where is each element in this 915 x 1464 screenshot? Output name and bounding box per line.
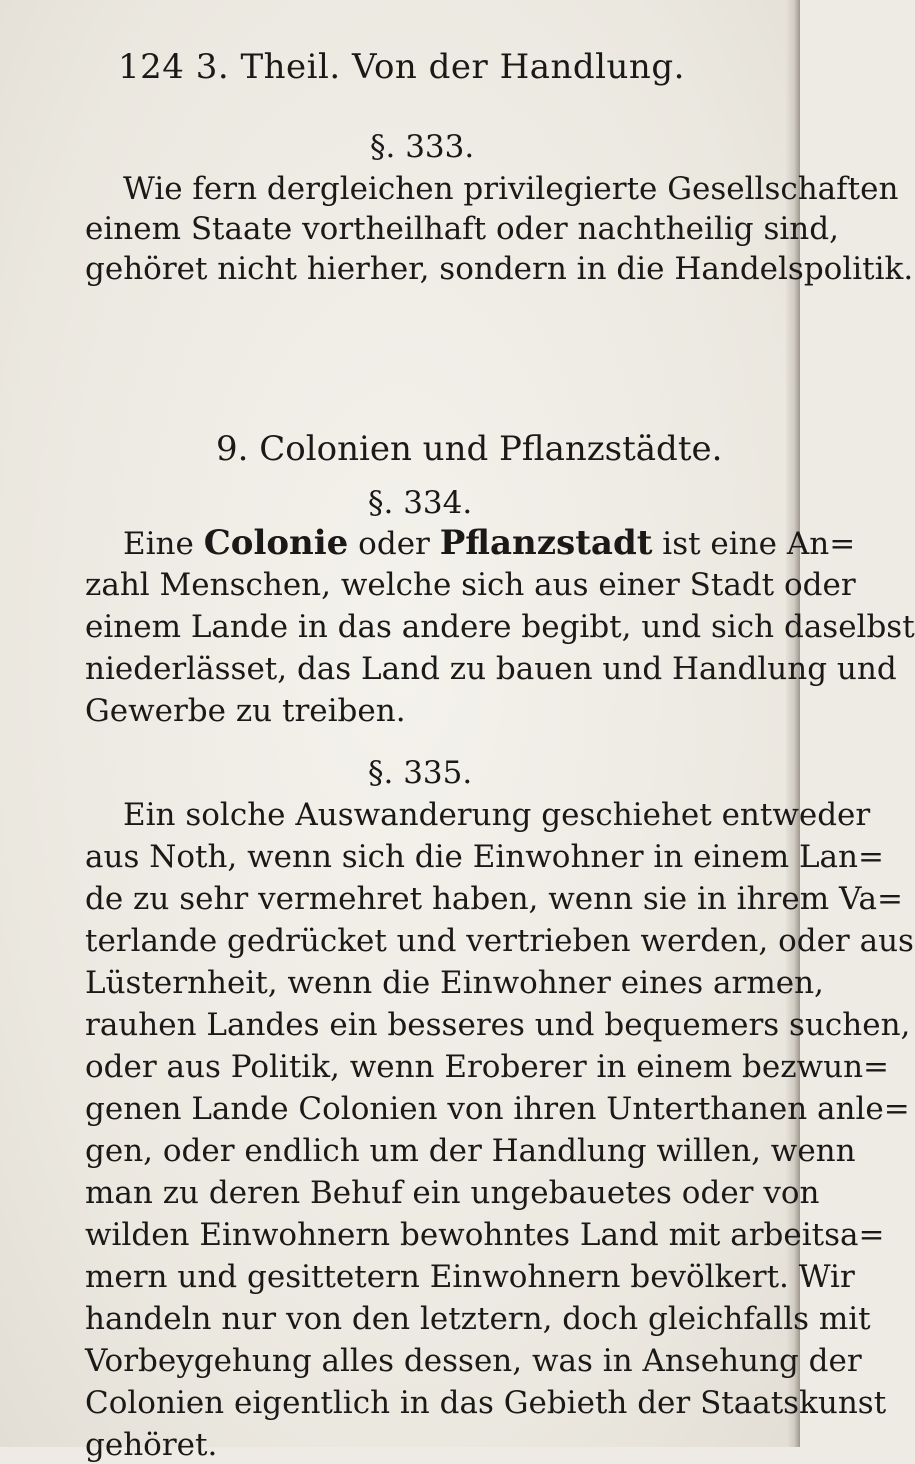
s335-line-16: gehöret. [85,1427,218,1463]
s335-line-15: Colonien eigentlich in das Gebieth der Staatskunst [85,1385,887,1421]
s335-line-6: rauhen Landes ein besseres und bequemers suchen, [85,1007,911,1043]
s335-line-3: de zu sehr vermehret haben, wenn sie in ihrem Va= [85,881,903,917]
term-colonie: Colonie [203,523,349,563]
section-number-334: §. 334. [368,485,473,521]
s334-line-2: zahl Menschen, welche sich aus einer Stadt oder [85,567,856,603]
s335-line-13: handeln nur von den letztern, doch gleichfalls mit [85,1301,871,1337]
s334-line-1-mid: oder [348,526,440,562]
term-pflanzstadt: Pflanzstadt [439,523,653,563]
s335-line-5: Lüsternheit, wenn die Einwohner eines armen, [85,965,824,1001]
s333-line-1: Wie fern dergleichen privilegierte Gesellschaften [123,171,899,207]
s335-line-8: genen Lande Colonien von ihren Unterthanen anle= [85,1091,910,1127]
s334-line-1-pre: Eine [123,526,204,562]
s335-line-2: aus Noth, wenn sich die Einwohner in einem Lan= [85,839,884,875]
s334-line-3: einem Lande in das andere begibt, und sich daselbst [85,609,915,645]
s335-line-7: oder aus Politik, wenn Eroberer in einem bezwun= [85,1049,890,1085]
section-number-333: §. 333. [370,129,475,165]
running-header: 124 3. Theil. Von der Handlung. [118,47,685,87]
s335-line-14: Vorbeygehung alles dessen, was in Ansehung der [85,1343,862,1379]
s334-line-5: Gewerbe zu treiben. [85,693,406,729]
s334-line-1-post: ist eine An= [652,526,856,562]
s335-line-4: terlande gedrücket und vertrieben werden, oder aus [85,923,914,959]
s335-line-10: man zu deren Behuf ein ungebauetes oder von [85,1175,820,1211]
s335-line-12: mern und gesittetern Einwohnern bevölkert. Wir [85,1259,855,1295]
section-number-335: §. 335. [368,755,473,791]
s335-line-1: Ein solche Auswanderung geschiehet entweder [123,797,871,833]
s333-line-2: einem Staate vortheilhaft oder nachtheilig sind, [85,211,839,247]
s335-line-11: wilden Einwohnern bewohntes Land mit arbeitsa= [85,1217,885,1253]
s334-line-1 [123,524,855,563]
s333-line-3: gehöret nicht hierher, sondern in die Handelspolitik. [85,251,914,287]
s334-line-4: niederlässet, das Land zu bauen und Handlung und [85,651,897,687]
s335-line-9: gen, oder endlich um der Handlung willen, wenn [85,1133,856,1169]
chapter-heading: 9. Colonien und Pflanzstädte. [216,429,723,469]
